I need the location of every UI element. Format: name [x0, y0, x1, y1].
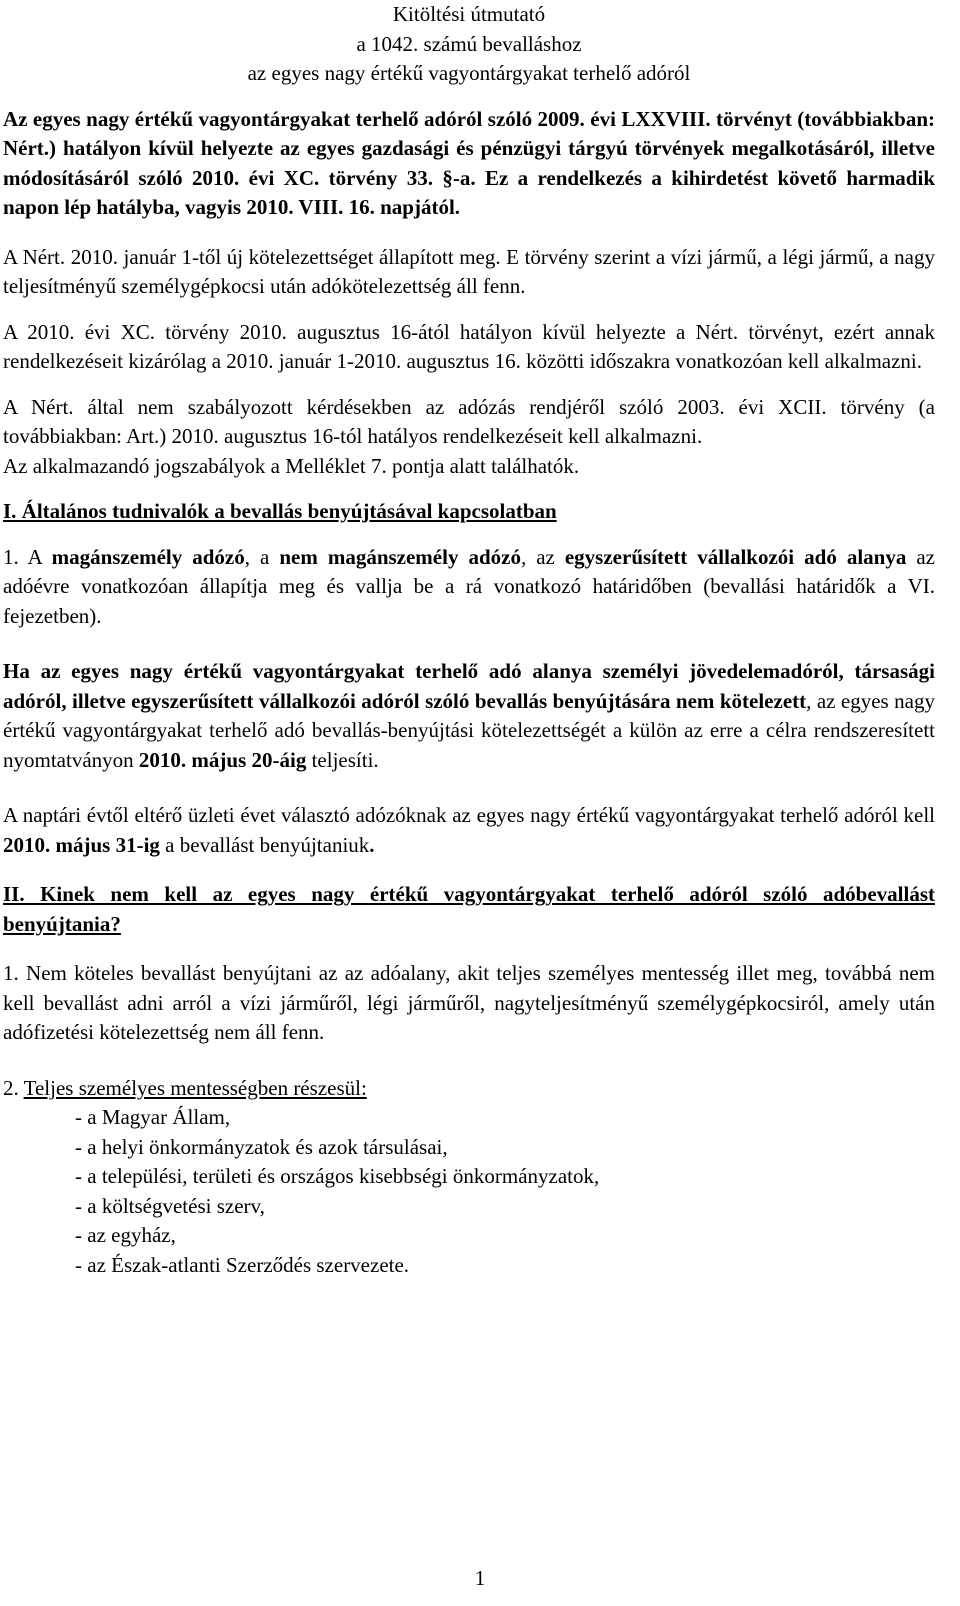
section-1-item-3: A naptári évtől eltérő üzleti évet választó adózóknak az egyes nagy értékű vagyontárgyakat terhelő adóról kell 2010. május 31-ig a bevallást benyújtaniuk.	[3, 803, 935, 857]
document-title: Kitöltési útmutató	[392, 2, 546, 26]
intro-paragraph-2: A Nért. 2010. január 1-től új kötelezettséget állapított meg. E törvény szerint a vízi jármű, a légi jármű, a nagy teljesítményű személygépkocsi után adókötelezettség áll fenn.	[3, 244, 935, 298]
page-number: 1	[474, 1566, 486, 1590]
exemption-list	[3, 1103, 935, 1280]
section-1-item-1: 1. A magánszemély adózó, a nem magánszemély adózó, az egyszerűsített vállalkozói adó alanya az adóévre vonatkozóan állapítja meg és vallja be a rá vonatkozó határidőben (bevallási határidők a VI. fejezetben).	[3, 544, 935, 628]
section-2-heading: II. Kinek nem kell az egyes nagy értékű vagyontárgyakat terhelő adóról szóló adóbevallást benyújtania?	[3, 882, 935, 936]
document-subject: az egyes nagy értékű vagyontárgyakat terhelő adóról	[247, 61, 691, 85]
section-1-item-2: Ha az egyes nagy értékű vagyontárgyakat terhelő adó alanya személyi jövedelemadóról, társasági adóról, illetve egyszerűsített vállalkozói adóról szóló bevallás benyújtására nem kötelezett, az egyes nagy értékű vagyontárgyakat terhelő adó bevallás-benyújtási kötelezettségét a külön az erre a célra rendszeresített nyomtatványon 2010. május 20-áig teljesíti.	[3, 659, 935, 772]
section-2-item-1: 1. Nem köteles bevallást benyújtani az az adóalany, akit teljes személyes mentesség illet meg, továbbá nem kell bevallást adni arról a vízi járműről, légi járműről, nagyteljesítményű személygépkocsiról, amely után adófizetési kötelezettség nem áll fenn.	[3, 961, 935, 1044]
list-item: - az egyház,	[75, 1223, 176, 1247]
document-content	[3, 0, 935, 1280]
list-item: - a települési, területi és országos kisebbségi önkormányzatok,	[75, 1164, 600, 1188]
section-2-item-2: 2. Teljes személyes mentességben részesül:	[3, 1075, 367, 1100]
intro-paragraph-1: Az egyes nagy értékű vagyontárgyakat terhelő adóról szóló 2009. évi LXXVIII. törvényt (továbbiakban: Nért.) hatályon kívül helyezte az egyes gazdasági és pénzügyi tárgyú törvények megalkotásáról, illetve módosításáról szóló 2010. évi XC. törvény 33. §-a. Ez a rendelkezés a kihirdetést követő harmadik napon lép hatályba, vagyis 2010. VIII. 16. napjától.	[3, 106, 935, 219]
list-item: - az Észak-atlanti Szerződés szervezete.	[75, 1252, 410, 1277]
list-item: - a Magyar Állam,	[75, 1105, 231, 1129]
list-item: - a költségvetési szerv,	[75, 1193, 265, 1218]
intro-paragraph-3: A 2010. évi XC. törvény 2010. augusztus 16-ától hatályon kívül helyezte a Nért. törvényt, ezért annak rendelkezéseit kizárólag a 2010. január 1-2010. augusztus 16. közötti időszakra vonatkozóan kell alkalmazni.	[3, 319, 935, 373]
intro-paragraph-5: Az alkalmazandó jogszabályok a Melléklet 7. pontja alatt találhatók.	[3, 453, 580, 478]
intro-paragraph-4: A Nért. által nem szabályozott kérdésekben az adózás rendjéről szóló 2003. évi XCII. törvény (a továbbiakban: Art.) 2010. augusztus 16-tól hatályos rendelkezéseit kell alkalmazni.	[3, 394, 935, 448]
document-subtitle: a 1042. számú bevalláshoz	[356, 31, 582, 56]
section-1-heading: I. Általános tudnivalók a bevallás benyújtásával kapcsolatban	[3, 499, 557, 523]
list-item: - a helyi önkormányzatok és azok társulásai,	[75, 1134, 448, 1159]
